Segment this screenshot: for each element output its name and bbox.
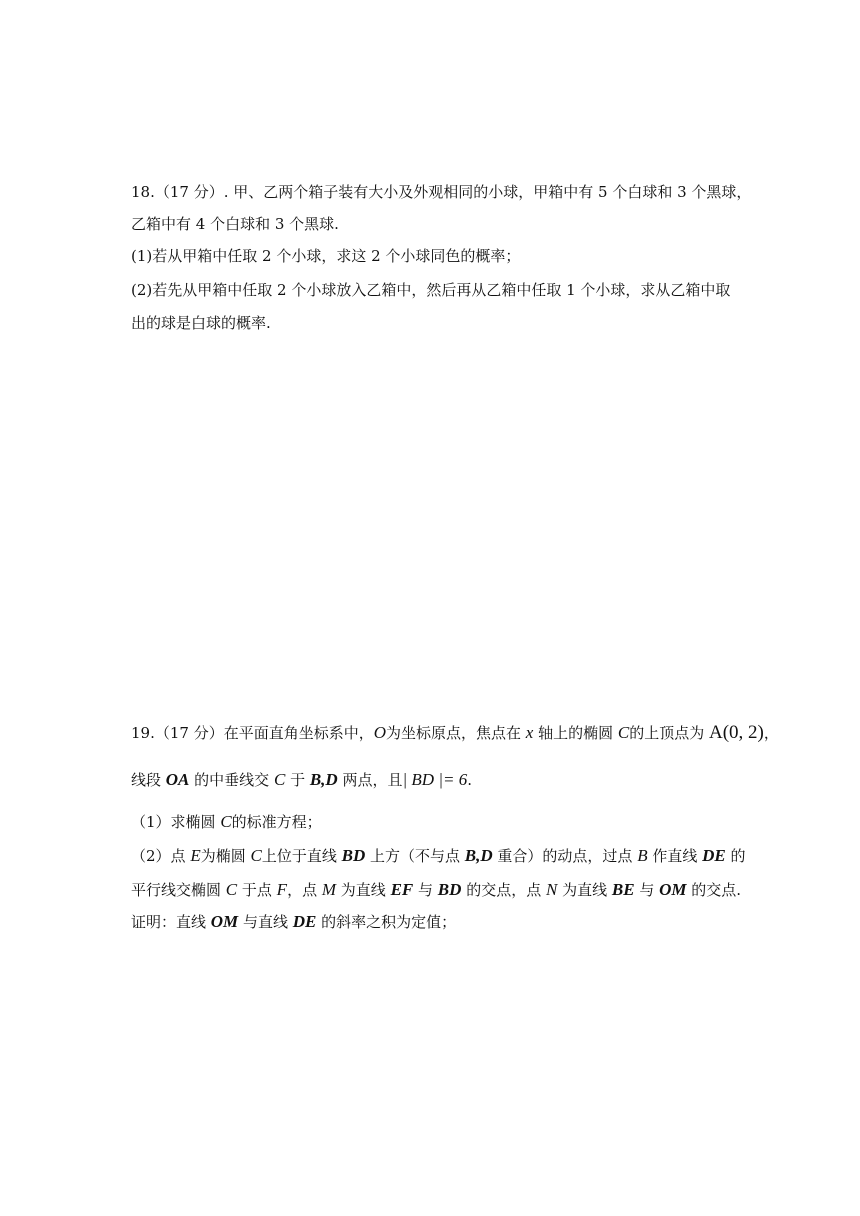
q19-text: 上位于直线 (261, 847, 342, 865)
q19-text: 与 (413, 881, 438, 899)
math-symbol: B,D (309, 770, 338, 789)
q19-line-2 (131, 770, 472, 790)
q19-text: 证明：直线 (131, 913, 211, 931)
q19-text: 19.（17 分）在平面直角坐标系中， (131, 724, 374, 742)
q19-text: 为直线 (336, 881, 391, 899)
q19-text: 的交点，点 (461, 881, 546, 899)
math-symbol: C (617, 723, 630, 742)
q19-text: 于点 (237, 881, 277, 899)
q19-text: （2）点 (131, 847, 191, 865)
math-expression: | BD |= 6 (402, 770, 468, 789)
math-symbol: BD (341, 846, 366, 865)
q19-text: 为坐标原点，焦点在 (386, 724, 526, 742)
q19-text: 与直线 (238, 913, 293, 931)
q18-part-2-line-1: (2)若先从甲箱中任取 2 个小球放入乙箱中，然后再从乙箱中任取 1 个小球，求从乙箱中取 (131, 281, 731, 299)
q18-line-2: 乙箱中有 4 个白球和 3 个黑球. (131, 215, 339, 233)
q19-text: 上方（不与点 (365, 847, 465, 865)
math-symbol: B,D (464, 846, 493, 865)
math-symbol: C (220, 812, 232, 831)
math-symbol: OA (165, 770, 190, 789)
q19-text: 作直线 (647, 847, 703, 865)
math-symbol: OM (210, 912, 239, 931)
q18-part-1: (1)若从甲箱中任取 2 个小球，求这 2 个小球同色的概率； (131, 247, 521, 265)
q19-line-1 (131, 723, 779, 743)
math-symbol: O (373, 723, 386, 742)
math-symbol: N (545, 880, 558, 899)
q19-text: 轴上的椭圆 (533, 724, 618, 742)
q19-text: ，点 (287, 881, 322, 899)
math-symbol: C (225, 880, 238, 899)
math-symbol: C (273, 770, 286, 789)
q19-text: 的交点. (686, 881, 742, 899)
q19-text: ， (763, 724, 779, 742)
q19-proof-line (131, 912, 456, 932)
math-expression: A(0, 2) (709, 722, 764, 743)
math-symbol: OM (659, 880, 687, 899)
math-symbol: DE (292, 912, 317, 931)
q19-text: . (467, 771, 473, 789)
math-symbol: C (250, 846, 262, 865)
q19-text: 的斜率之积为定值； (316, 913, 457, 931)
q19-part-1 (131, 812, 322, 832)
q19-text: 平行线交椭圆 (131, 881, 226, 899)
math-symbol: x (525, 723, 534, 742)
math-symbol: BD (437, 880, 462, 899)
math-symbol: B (637, 846, 648, 865)
q19-text: 重合）的动点，过点 (492, 847, 638, 865)
q19-text: 为直线 (557, 881, 612, 899)
math-symbol: BE (611, 880, 635, 899)
math-symbol: DE (702, 846, 726, 865)
math-symbol: F (276, 880, 288, 899)
q19-text: （1）求椭圆 (131, 813, 221, 831)
q19-part-2-line-2 (131, 880, 741, 900)
q19-text: 的上顶点为 (629, 724, 709, 742)
q18-part-2-line-2: 出的球是白球的概率. (131, 314, 271, 332)
q19-text: 的标准方程； (231, 813, 322, 831)
q19-text: 两点，且 (337, 771, 403, 789)
q19-part-2-line-1 (131, 846, 746, 866)
q19-text: 线段 (131, 771, 166, 789)
q19-text: 与 (634, 881, 660, 899)
q19-text: 的 (725, 847, 746, 865)
q18-line-1: 18.（17 分）. 甲、乙两个箱子装有大小及外观相同的小球，甲箱中有 5 个白球和 3 个黑球， (131, 183, 752, 201)
q19-text: 于 (285, 771, 310, 789)
q19-text: 为椭圆 (200, 847, 251, 865)
math-symbol: E (190, 846, 201, 865)
q19-text: 的中垂线交 (189, 771, 274, 789)
math-symbol: M (321, 880, 337, 899)
math-symbol: EF (390, 880, 414, 899)
